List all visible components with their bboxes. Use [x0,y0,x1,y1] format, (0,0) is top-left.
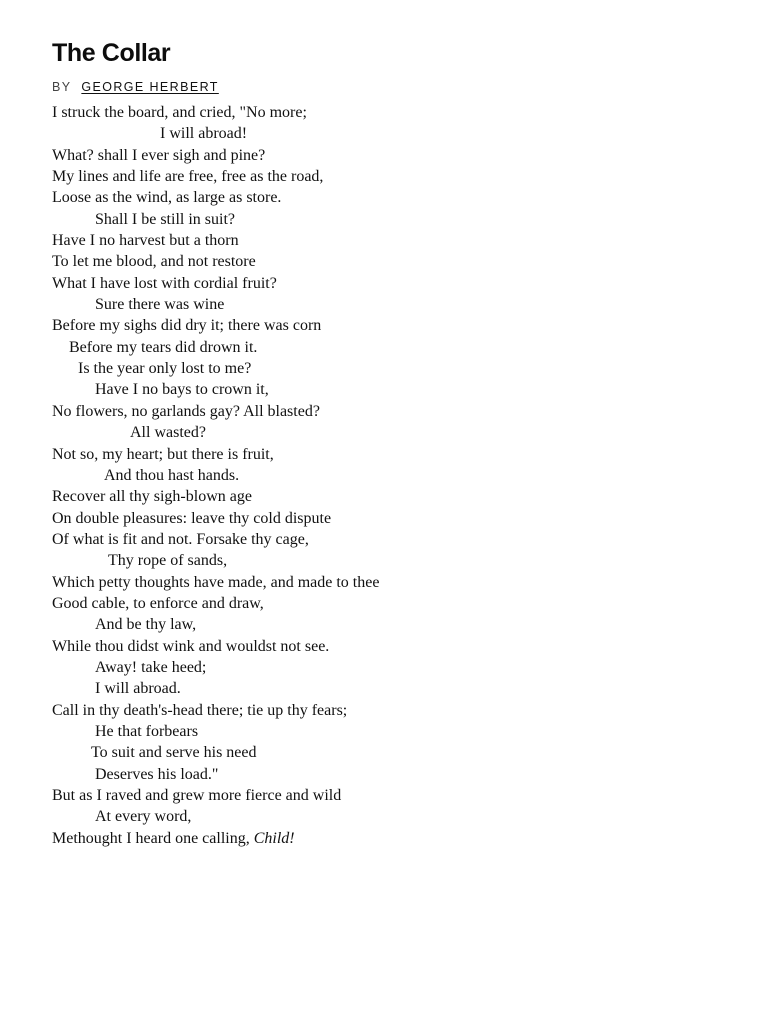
poem-line: Recover all thy sigh-blown age [52,488,252,506]
poem-line: Which petty thoughts have made, and made to thee [52,573,380,591]
poem-line: To suit and serve his need [91,744,257,762]
poem-line: He that forbears [95,722,199,740]
poem-line: Is the year only lost to me? [78,360,252,378]
poem-line: Good cable, to enforce and draw, [52,594,264,612]
poem-line: I will abroad! [160,125,248,143]
poem-line: Call in thy death's-head there; tie up thy fears; [52,701,348,719]
poem-title: The Collar [52,39,171,67]
poem-line: To let me blood, and not restore [52,253,256,271]
poem-line: And be thy law, [95,616,197,634]
poem-line: I struck the board, and cried, "No more; [52,104,307,121]
poem-line: On double pleasures: leave thy cold dispute [52,509,332,527]
poem-line: My lines and life are free, free as the road, [52,168,324,186]
poem-line-text: Methought I heard one calling, [52,829,254,847]
poem-line: At every word, [95,808,192,826]
poem-line: Shall I be still in suit? [95,210,235,228]
poem-line: Thy rope of sands, [108,552,228,570]
poem-line: While thou didst wink and wouldst not see. [52,637,330,655]
poem-line: Away! take heed; [95,658,207,676]
poem-line: Before my tears did drown it. [69,338,258,356]
poem-line: What? shall I ever sigh and pine? [52,146,266,164]
author-link[interactable]: GEORGE HERBERT [81,80,219,94]
poem-line: Have I no bays to crown it, [95,381,269,399]
byline-prefix: BY [52,80,72,94]
poem-line: No flowers, no garlands gay? All blasted? [52,402,320,420]
poem-line: Not so, my heart; but there is fruit, [52,445,274,463]
poem-line: Have I no harvest but a thorn [52,232,239,250]
poem-line: All wasted? [130,424,206,442]
poem-last-line [52,828,752,849]
poem-article [52,38,752,849]
poem-body [52,102,752,849]
poem-line: I will abroad. [95,680,181,698]
poem-line: And thou hast hands. [104,466,240,484]
poem-line: Sure there was wine [95,296,225,314]
byline [52,79,752,95]
poem-line: Loose as the wind, as large as store. [52,189,282,207]
poem-line: Of what is fit and not. Forsake thy cage, [52,530,309,548]
poem-line: Deserves his load." [95,765,219,783]
poem-final-word: Child! [253,829,295,847]
poem-line: But as I raved and grew more fierce and wild [52,787,342,804]
poem-line: What I have lost with cordial fruit? [52,274,277,292]
poem-line: Before my sighs did dry it; there was corn [52,317,322,335]
